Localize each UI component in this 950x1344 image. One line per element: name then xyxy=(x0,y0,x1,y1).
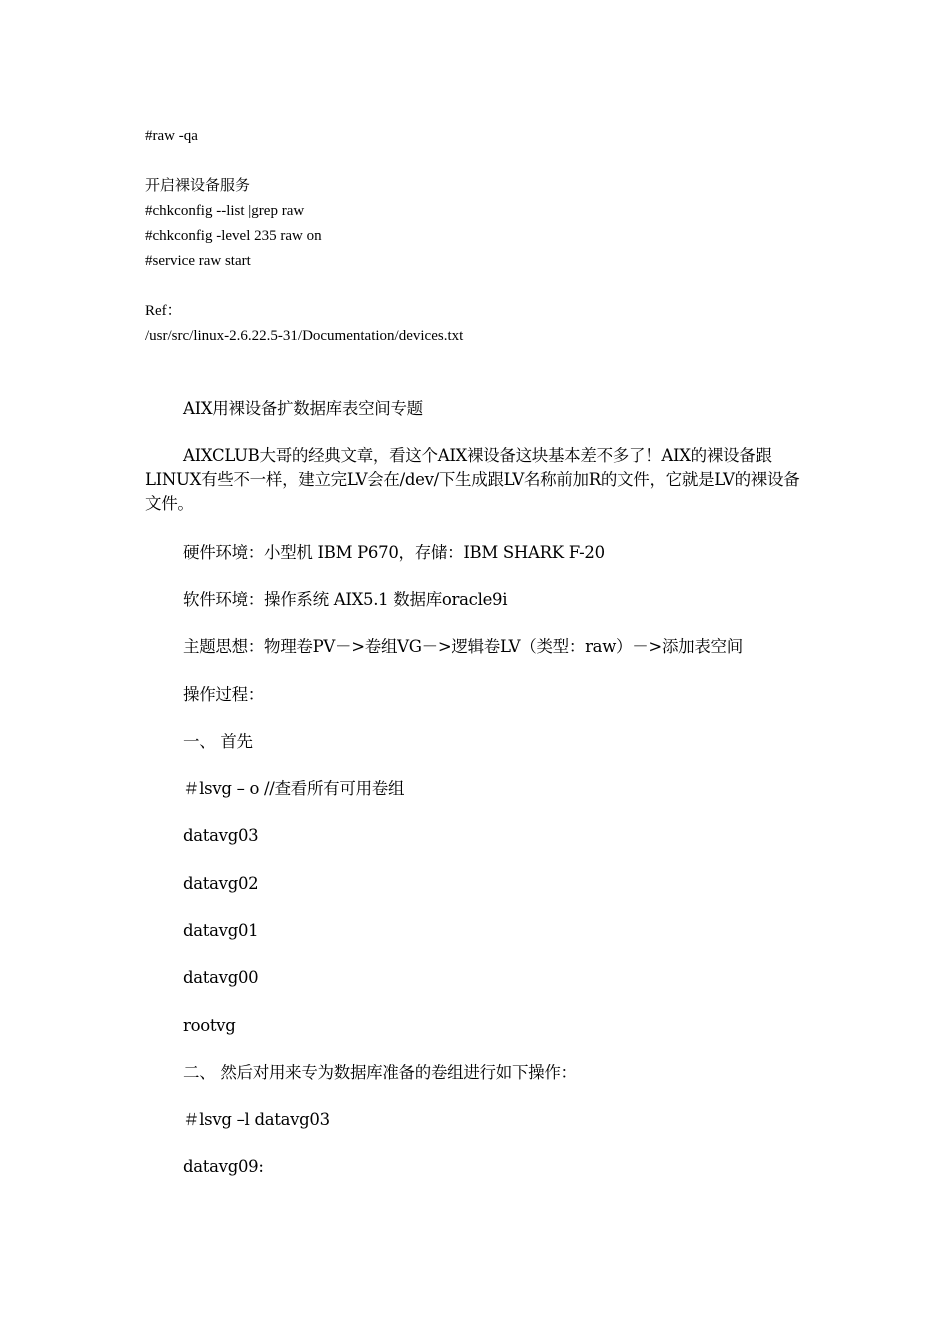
ref-path: /usr/src/linux-2.6.22.5-31/Documentation/devices.txt xyxy=(145,328,464,344)
step-one: 一、 首先 xyxy=(183,732,253,751)
command-raw-qa: #raw -qa xyxy=(145,128,198,144)
vg-list-item: datavg00 xyxy=(183,968,259,987)
vg-list-item: rootvg xyxy=(183,1016,236,1035)
vg-list-item: datavg03 xyxy=(183,826,259,845)
command-service-start: #service raw start xyxy=(145,253,251,269)
command-chkconfig-list: #chkconfig --list |grep raw xyxy=(145,203,305,219)
heading-start-raw-service: 开启裸设备服务 xyxy=(145,178,251,194)
software-environment: 软件环境：操作系统 AIX5.1 数据库oracle9i xyxy=(183,590,508,609)
section-title: AIX用裸设备扩数据库表空间专题 xyxy=(183,399,423,418)
command-chkconfig-level: #chkconfig -level 235 raw on xyxy=(145,228,322,244)
theme-line: 主题思想：物理卷PV－>卷组VG－>逻辑卷LV（类型：raw）－>添加表空间 xyxy=(183,637,743,656)
hardware-environment: 硬件环境：小型机 IBM P670，存储：IBM SHARK F-20 xyxy=(183,543,605,562)
vg-list-item: datavg02 xyxy=(183,874,259,893)
intro-paragraph: AIXCLUB大哥的经典文章，看这个AIX裸设备这块基本差不多了！AIX的裸设备跟LINUX有些不一样，建立完LV会在/dev/下生成跟LV名称前加R的文件，它就是LV的裸设备文件。 xyxy=(145,446,800,513)
output-line: datavg09: xyxy=(183,1157,264,1176)
command-lsvg-o: ＃lsvg – o //查看所有可用卷组 xyxy=(183,779,405,798)
vg-list-item: datavg01 xyxy=(183,921,259,940)
ref-label: Ref： xyxy=(145,303,182,319)
step-two: 二、 然后对用来专为数据库准备的卷组进行如下操作： xyxy=(183,1063,577,1082)
command-lsvg-l: ＃lsvg –l datavg03 xyxy=(183,1110,330,1129)
process-label: 操作过程： xyxy=(183,685,265,704)
